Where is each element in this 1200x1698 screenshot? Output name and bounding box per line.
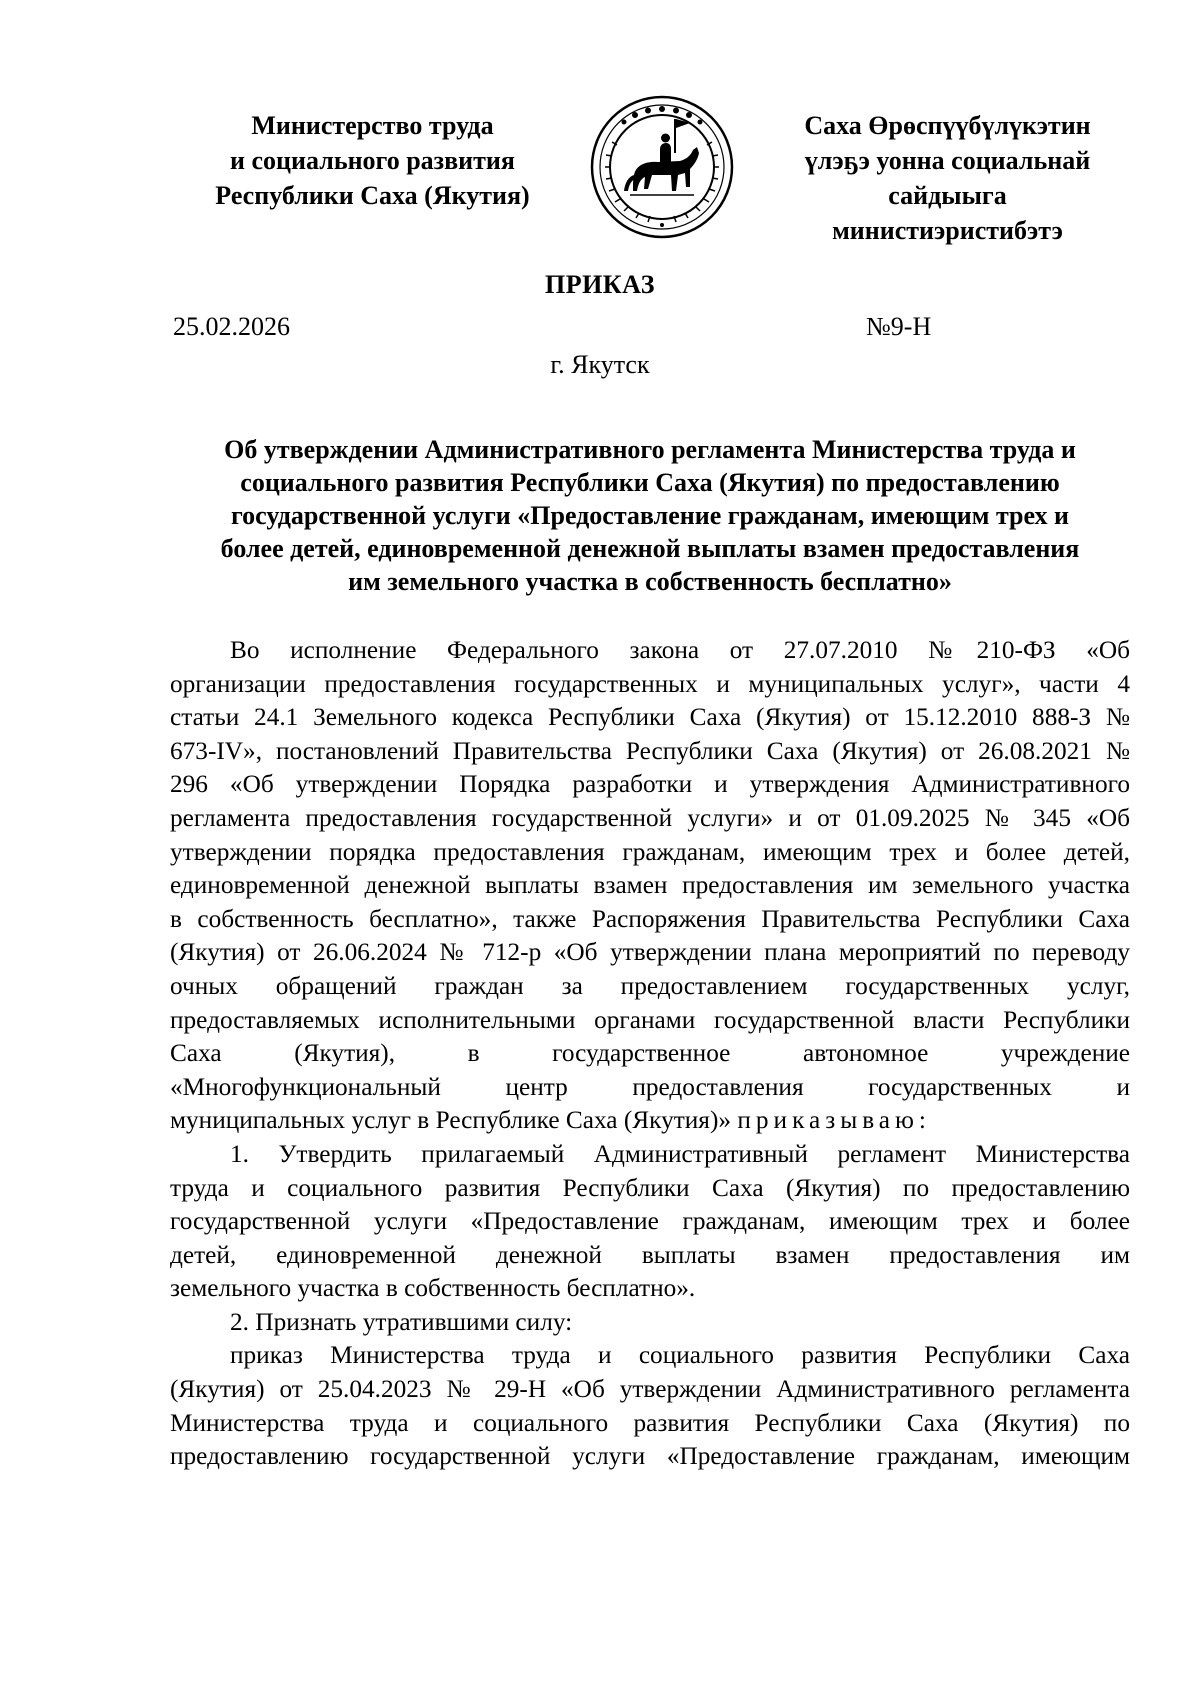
body-line: регламента предоставления государственной услуги» и от 01.09.2025 № 345 «Об [170,803,1130,832]
body-line: Саха (Якутия), в государственное автономное учреждение [170,1039,1130,1068]
body-line-last [170,1104,1130,1138]
heading-line: социального развития Республики Саха (Якутия) по предоставлению [240,468,1060,497]
body-line: очных обращений граждан за предоставлением государственных услуг, [170,971,1130,1000]
ministry-name-sakha-line: министиэристибэтэ [832,216,1063,245]
ministry-name-ru-line: и социального развития [230,146,515,175]
item-1-line: 1. Утвердить прилагаемый Административный регламент Министерства [230,1139,1130,1168]
document-body [170,634,1130,1474]
body-line: 296 «Об утверждении Порядка разработки и утверждения Административного [170,770,1130,799]
item-1-line: детей, единовременной денежной выплаты взамен предоставления им [170,1240,1130,1269]
order-number: №9-Н [866,312,932,341]
heading-line: Об утверждении Административного регламента Министерства труда и [224,435,1076,464]
item-2-line: (Якутия) от 25.04.2023 № 29-Н «Об утверждении Административного регламента [170,1375,1130,1404]
preamble-end: муниципальных услуг в Республике Саха (Якутия)» [170,1106,732,1135]
body-line: в собственность бесплатно», также Распоряжения Правительства Республики Саха [170,904,1130,933]
order-word: приказываю: [737,1106,931,1135]
heading-line: им земельного участка в собственность бесплатно» [348,567,952,596]
heading-line: государственной услуги «Предоставление гражданам, имеющим трех и [230,501,1070,530]
ministry-name-sakha-line: үлэҕэ уонна социальнай [804,146,1091,175]
body-line: утверждении порядка предоставления гражданам, имеющим трех и более детей, [170,837,1130,866]
ministry-name-sakha-line: сайдыыга [888,181,1007,210]
ministry-name-sakha-line: Саха Өрөспүүбүлүкэтин [804,111,1091,140]
item-2-heading: 2. Признать утратившими силу: [230,1307,573,1336]
ministry-name-ru-line: Министерство труда [251,111,494,140]
order-date: 25.02.2026 [173,312,290,341]
body-line: организации предоставления государственных и муниципальных услуг», части 4 [170,669,1130,698]
item-1-line-last: земельного участка в собственность бесплатно». [170,1274,696,1303]
item-2-line: Министерства труда и социального развития Республики Саха (Якутия) по [170,1408,1130,1437]
body-line: Во исполнение Федерального закона от 27.07.2010 №210-ФЗ «Об [230,636,1130,664]
heading-line: более детей, единовременной денежной выплаты взамен предоставления [220,534,1080,563]
body-line: «Многофункциональный центр предоставления государственных и [170,1072,1130,1101]
item-2-line: приказ Министерства труда и социального развития Республики Саха [230,1341,1130,1370]
ministry-name-ru [185,108,560,213]
ministry-name-sakha [770,108,1125,248]
item-2-line: предоставлению государственной услуги «Предоставление гражданам, имеющим [170,1442,1130,1471]
ministry-name-ru-line: Республики Саха (Якутия) [215,181,530,210]
order-title: ПРИКАЗ [544,270,656,299]
order-city: г. Якутск [550,350,650,379]
coat-of-arms-emblem [590,95,734,239]
document-heading [170,433,1130,598]
body-line: предоставляемых исполнительными органами государственной власти Республики [170,1005,1130,1034]
body-line: единовременной денежной выплаты взамен предоставления им земельного участка [170,871,1130,900]
body-line: статьи 24.1 Земельного кодекса Республики Саха (Якутия) от 15.12.2010 888-З № [170,703,1130,732]
body-line: 673-IV», постановлений Правительства Республики Саха (Якутия) от 26.08.2021 № [170,736,1130,765]
item-1-line: государственной услуги «Предоставление гражданам, имеющим трех и более [170,1207,1130,1236]
item-1-line: труда и социального развития Республики Саха (Якутия) по предоставлению [170,1173,1130,1202]
body-line: (Якутия) от 26.06.2024 № 712-р «Об утверждении плана мероприятий по переводу [170,938,1130,967]
